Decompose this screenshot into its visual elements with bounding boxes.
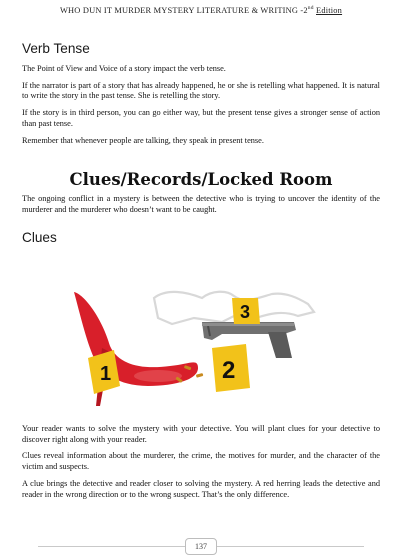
header-edition: Edition: [316, 5, 343, 15]
marker-1-label: 1: [100, 363, 112, 385]
evidence-marker-2-icon: [212, 344, 250, 392]
paragraph: Clues reveal information about the murderer, the crime, the motives for murder, and the character of the victim and suspects.: [22, 451, 380, 472]
paragraph: If the narrator is part of a story that has already happened, he or she is retelling what happened. It is natural to write the story in the past tense. She is retelling the story.: [22, 80, 380, 101]
header-superscript: nd: [307, 5, 314, 11]
paragraph: The ongoing conflict in a mystery is between the detective who is trying to uncover the identity of the murderer and the murderer who doesn’t want to be caught.: [22, 194, 380, 214]
page-number: 137: [185, 538, 217, 555]
running-header: [0, 5, 402, 15]
paragraph: If the story is in third person, you can go either way, but the present tense gives a stronger sense of action than past tense.: [22, 108, 380, 128]
clues-records-section: [22, 170, 380, 221]
paragraph: The Point of View and Voice of a story impact the verb tense.: [22, 64, 226, 73]
header-title: WHO DUN IT MURDER MYSTERY LITERATURE & WRITING -2: [59, 5, 308, 15]
marker-3-label: 3: [240, 302, 251, 322]
clues-records-heading: Clues/Records/Locked Room: [69, 170, 333, 189]
paragraph: A clue brings the detective and reader closer to solving the mystery. A red herring leads the detective and reader in the wrong direction or to the wrong suspect. That’s the only difference.: [22, 478, 380, 499]
evidence-marker-3-icon: [232, 298, 260, 324]
verb-tense-heading: Verb Tense: [22, 41, 90, 56]
clues-body: [22, 424, 380, 506]
footer-rule-left: [38, 546, 185, 547]
clues-heading: Clues: [22, 230, 57, 245]
red-shoe-icon: [74, 292, 198, 406]
verb-tense-section: [22, 41, 380, 152]
paragraph: Remember that whenever people are talking, they speak in present tense.: [22, 135, 264, 145]
footer-rule-right: [217, 546, 364, 547]
marker-2-label: 2: [222, 357, 236, 384]
paragraph: Your reader wants to solve the mystery with your detective. You will plant clues for your detective to discover right along with your reader.: [22, 424, 380, 444]
crime-scene-photo: [62, 278, 340, 416]
clues-section: [22, 230, 380, 253]
